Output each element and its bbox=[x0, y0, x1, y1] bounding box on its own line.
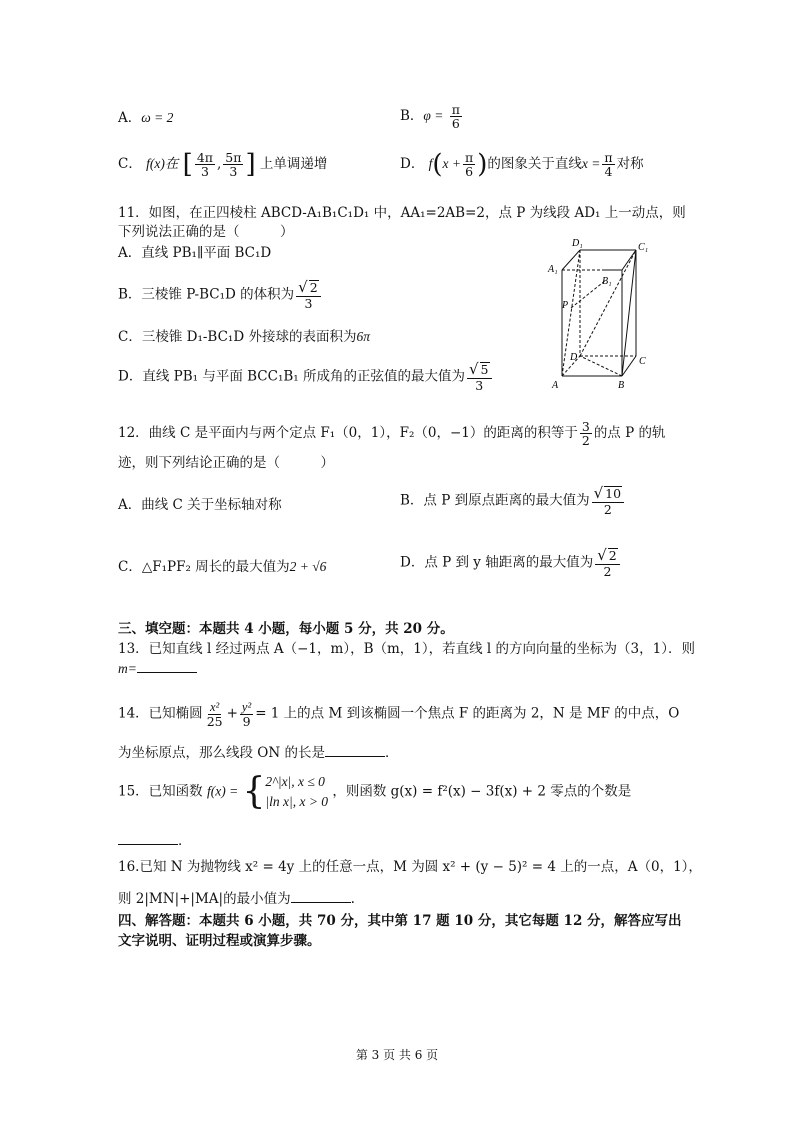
q11-option-a: A．直线 PB₁∥平面 BC₁D bbox=[118, 245, 272, 261]
q10-option-b: B．φ = $\frac{\pi}{6}$ bbox=[400, 102, 460, 132]
label-a1: A₁ bbox=[548, 264, 558, 275]
edge-bc1 bbox=[622, 250, 636, 376]
label-b: B bbox=[618, 380, 625, 391]
q12-option-b: B．点 P 到原点距离的最大值为 $\frac{√ 10}{2}$ bbox=[400, 486, 626, 516]
q12-option-a: A．曲线 C 关于坐标轴对称 bbox=[118, 497, 282, 513]
q16-line2: 则 2|MN|+|MA|的最小值为 . bbox=[118, 891, 355, 907]
edge-pb1 bbox=[571, 280, 606, 308]
edge-dc1 bbox=[580, 250, 636, 356]
q13-line2: m= bbox=[118, 660, 197, 678]
prism-figure bbox=[544, 236, 656, 392]
label-p: P bbox=[562, 300, 569, 311]
q16-line1: 16.已知 N 为抛物线 x² = 4y 上的任意一点，M 为圆 x² + (y − 5)² = 4 上的一点，A（0，1）， bbox=[118, 859, 702, 875]
q12-stem-line1: 12．曲线 C 是平面内与两个定点 F₁（0，1），F₂（0，−1）的距离的积等于 $\frac{3}{2}$ 的点 P 的轨 bbox=[118, 419, 666, 449]
q13-answer-blank[interactable] bbox=[137, 660, 197, 673]
section-4-heading-line2: 文字说明、证明过程或演算步骤。 bbox=[118, 933, 321, 949]
q12-option-c: C．△F₁PF₂ 周长的最大值为2 + √6 bbox=[118, 559, 327, 575]
label-c1: C₁ bbox=[638, 242, 649, 253]
section-3-heading: 三、填空题：本题共 4 小题，每小题 5 分，共 20 分。 bbox=[118, 621, 454, 637]
q13-line1: 13．已知直线 l 经过两点 A（−1，m），B（m，1），若直线 l 的方向向量的坐标为（3，1）．则 bbox=[118, 641, 695, 657]
q15-line1: 15．已知函数 f(x) = { 2^|x|, x ≤ 0 |ln x|, x > 0 ，则函数 g(x) = f²(x) − 3f(x) + 2 零点的个数是 bbox=[118, 771, 632, 812]
q10-option-d: D． f(x + $\frac{\pi}{6}$ )的图象关于直线x = $\frac{\pi}{4}$ 对称 bbox=[400, 149, 644, 180]
label-c: C bbox=[639, 356, 646, 367]
q11-stem-line1: 11．如图，在正四棱柱 ABCD-A₁B₁C₁D₁ 中，AA₁=2AB=2，点 P 为线段 AD₁ 上一动点，则 bbox=[118, 205, 686, 221]
label-d1: D₁ bbox=[572, 238, 583, 249]
q14-answer-blank[interactable] bbox=[325, 744, 385, 757]
q12-stem-line2: 迹，则下列结论正确的是（ ） bbox=[118, 455, 334, 471]
q14-line2: 为坐标原点，那么线段 ON 的长是 ． bbox=[118, 745, 399, 761]
q16-answer-blank[interactable] bbox=[291, 890, 351, 903]
q11-option-d: D．直线 PB₁ 与平面 BCC₁B₁ 所成角的正弦值的最大值为 $\frac{√ 5}{3}$ bbox=[118, 362, 494, 392]
label-d: D bbox=[570, 352, 578, 363]
q11-option-b: B．三棱锥 P-BC₁D 的体积为 $\frac{√ 2}{3}$ bbox=[118, 280, 323, 310]
section-4-heading-line1: 四、解答题：本题共 6 小题，共 70 分，其中第 17 题 10 分，其它每题 12 分，解答应写出 bbox=[118, 913, 682, 929]
q11-stem-line2: 下列说法正确的是（ ） bbox=[118, 224, 294, 240]
q12-option-d: D．点 P 到 y 轴距离的最大值为 $\frac{√ 2}{2}$ bbox=[400, 548, 622, 578]
q14-line1: 14．已知椭圆 $\frac{\text{x²}}{25}$ + $\frac{\text{y²}}{9}$ = 1 上的点 M 到该椭圆一个焦点 F 的距离为 2，N 是 MF 的中点，O bbox=[118, 700, 680, 730]
page-footer: 第 3 页 共 6 页 bbox=[355, 1048, 439, 1062]
q15-line2: ． bbox=[118, 832, 192, 850]
label-b1: B₁ bbox=[602, 276, 612, 287]
q15-answer-blank[interactable] bbox=[118, 832, 178, 845]
q10-option-a: A．ω = 2 bbox=[118, 110, 174, 126]
label-a: A bbox=[552, 380, 559, 391]
q10-option-c: C． f(x)在 [ $\frac{4\pi}{3}$ , $\frac{5\pi}{3}$ ] 上单调递增 bbox=[118, 149, 328, 180]
edge-bd bbox=[580, 356, 622, 376]
q11-option-c: C．三棱锥 D₁-BC₁D 外接球的表面积为6π bbox=[118, 329, 370, 345]
